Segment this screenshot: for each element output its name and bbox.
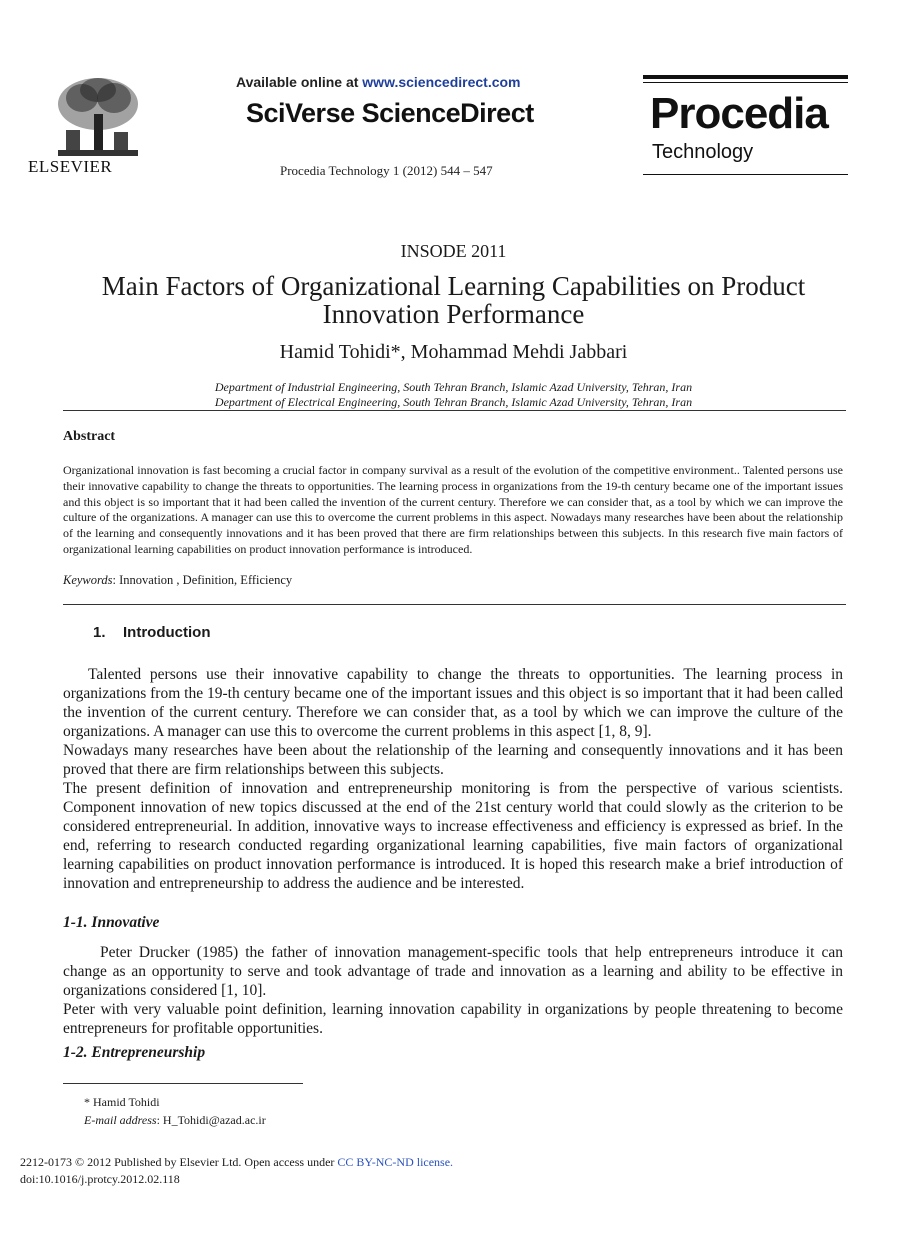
conference-name: INSODE 2011 [400,241,507,261]
intro-paragraph-2: Nowadays many researches have been about the relationship of the learning and consequently innovations and it has been proved that there are firm relationships between this subjects. [63,742,843,778]
innovative-paragraph-2: Peter with very valuable point definition, learning innovation capability in organizations by people threatening to become entrepreneurs for profitable opportunities. [63,1001,843,1037]
procedia-logo-name: Procedia [650,89,828,138]
section-title: Introduction [123,624,211,641]
available-online [236,74,521,90]
available-prefix: Available online at [236,74,363,90]
section-heading-introduction [93,624,210,641]
footnote-email [84,1113,266,1128]
subsection-heading-entrepreneurship: 1-2. Entrepreneurship [63,1044,206,1061]
procedia-logo-sub: Technology [652,141,754,163]
keywords [63,573,292,588]
innovative-body [63,943,843,1038]
journal-reference: Procedia Technology 1 (2012) 544 – 547 [280,163,493,178]
abstract-divider [63,604,846,605]
abstract-text: Organizational innovation is fast becoming a crucial factor in company survival as a result of the evolution of the competitive environment.. Talented persons use their innovative capability to change the threats to opportunities. The learning process in organizations from the 19-th century became one of the important issues and this object is so important that it had been called the invention of the current century. Therefore we can consider that, as a tool by which we can improve the culture of the organizations. A manager can use this to overcome the current problems in this aspect. Nowadays many researches have been about the relationship of the learning and consequently innovations and it has been proved that there are firm relationships between this subjects. In this research five main factors of organizational learning capabilities on product innovation performance is introduced. [63,463,843,556]
elsevier-wordmark: ELSEVIER [28,157,113,176]
subsection-heading-innovative: 1-1. Innovative [63,914,160,931]
intro-paragraph-1: Talented persons use their innovative capability to change the threats to opportunities. The learning process in organizations from the 19-th century became one of the important issues and this object is so important that it had been called the invention of the current century. Therefore we can consider that, as a tool by which we can improve the culture of the organizations. A manager can use this to overcome the current problems in this aspect [1, 8, 9]. [63,666,843,740]
author-list: Hamid Tohidi*, Mohammad Mehdi Jabbari [279,341,628,363]
sciencedirect-link[interactable]: www.sciencedirect.com [362,74,521,90]
procedia-top-rule [643,75,848,79]
affiliation-2: Department of Electrical Engineering, South Tehran Branch, Islamic Azad University, Tehran, Iran [214,395,693,409]
email-address[interactable]: : H_Tohidi@azad.ac.ir [156,1113,266,1127]
section-number: 1. [93,624,106,641]
procedia-bottom-rule [643,174,848,175]
sciverse-brand: SciVerse ScienceDirect [246,98,534,128]
copyright-text: 2212-0173 © 2012 Published by Elsevier Ltd. Open access under [20,1155,338,1169]
paper-title: Main Factors of Organizational Learning Capabilities on Product Innovation Performance [101,271,806,329]
footnote-divider [63,1083,303,1084]
email-label: E-mail address [84,1113,157,1127]
title-divider [63,410,846,411]
license-link[interactable]: CC BY-NC-ND license. [337,1155,454,1169]
doi: doi:10.1016/j.protcy.2012.02.118 [20,1172,180,1186]
keywords-list: : Innovation , Definition, Efficiency [112,573,293,587]
abstract-heading: Abstract [63,429,116,444]
elsevier-tree-logo [52,74,144,160]
footnote-author: * Hamid Tohidi [84,1095,160,1109]
intro-paragraph-3: The present definition of innovation and entrepreneurship monitoring is from the perspective of various scientists. Component innovation of new topics discussed at the end of the 21st century world that could slowly as the criterion to be considered entrepreneurial. In addition, innovative ways to increase effectiveness and efficiency is expressed as brief. In the end, referring to research conducted regarding organizational learning capabilities, five main factors of organizational learning capabilities on product innovation performance is introduced. It is hoped this research make a brief introduction of innovation and entrepreneurship to address the audience and be interested. [63,780,843,892]
copyright-line [20,1155,453,1170]
introduction-body [63,665,843,893]
innovative-paragraph-1: Peter Drucker (1985) the father of innovation management-specific tools that help entrepreneurs introduce it can change as an opportunity to serve and took advantage of trade and innovation as a learning and ability to be effective in organizations considered [1, 10]. [63,944,843,999]
procedia-top-rule-thin [643,82,848,83]
keywords-label: Keywords [63,573,113,587]
affiliation-1: Department of Industrial Engineering, South Tehran Branch, Islamic Azad University, Tehran, Iran [214,380,693,394]
